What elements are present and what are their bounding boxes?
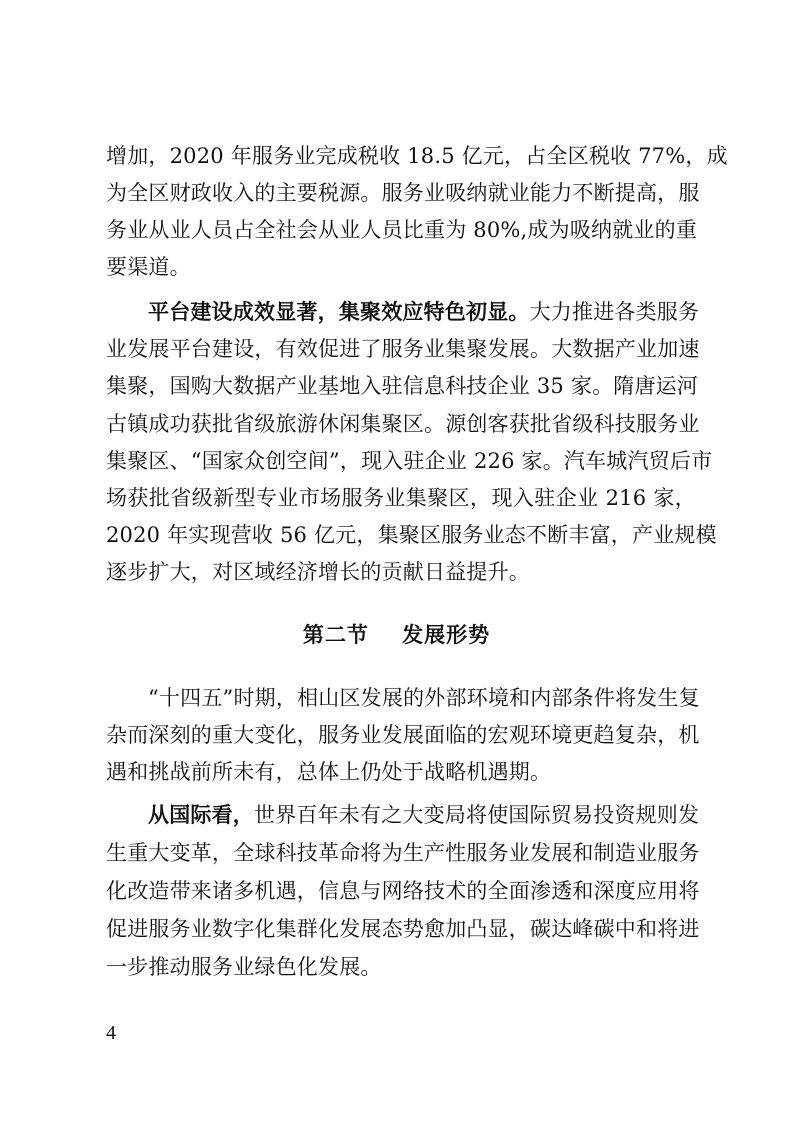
- paragraph-1-line-3: 务业从业人员占全社会从业人员比重为 80%,成为吸纳就业的重: [106, 218, 698, 242]
- paragraph-3-line-3: 遇和挑战前所未有，总体上仍处于战略机遇期。: [106, 760, 552, 784]
- paragraph-3-line-2: 杂而深刻的重大变化，服务业发展面临的宏观环境更趋复杂，机: [106, 723, 700, 747]
- paragraph-4-line-1: [148, 800, 700, 830]
- paragraph-2-line-3: 集聚，国购大数据产业基地入驻信息科技企业 35 家。隋唐运河: [106, 374, 699, 398]
- paragraph-4-line-2: 生重大变革，全球科技革命将为生产性服务业发展和制造业服务: [106, 841, 700, 865]
- paragraph-2-line-4: 古镇成功获批省级旅游休闲集聚区。源创客获批省级科技服务业: [106, 412, 700, 436]
- paragraph-2-line-1: [148, 297, 700, 327]
- paragraph-1-line-2: 为全区财政收入的主要税源。服务业吸纳就业能力不断提高，服: [106, 181, 700, 205]
- paragraph-4-line-1-rest: 世界百年未有之大变局将使国际贸易投资规则发: [254, 803, 700, 827]
- paragraph-2-line-2: 业发展平台建设，有效促进了服务业集聚发展。大数据产业加速: [106, 337, 700, 361]
- paragraph-4-line-5: 一步推动服务业绿色化发展。: [106, 955, 382, 979]
- section-heading: 第二节 发展形势: [302, 623, 491, 647]
- page-number: 4: [106, 1022, 116, 1044]
- paragraph-2-line-1-rest: 大力推进各类服务: [529, 300, 700, 324]
- paragraph-1-line-4: 要渠道。: [106, 255, 191, 279]
- paragraph-2-line-6: 场获批省级新型专业市场服务业集聚区，现入驻企业 216 家，: [106, 486, 696, 510]
- paragraph-3-line-1: “十四五”时期，相山区发展的外部环境和内部条件将发生复: [148, 686, 700, 710]
- paragraph-1-line-1: 增加，2020 年服务业完成税收 18.5 亿元，占全区税收 77%，成: [106, 144, 728, 168]
- paragraph-2-lead: 平台建设成效显著，集聚效应特色初显。: [148, 299, 530, 324]
- paragraph-4-line-3: 化改造带来诸多机遇，信息与网络技术的全面渗透和深度应用将: [106, 879, 700, 903]
- paragraph-2-line-5: 集聚区、“国家众创空间”，现入驻企业 226 家。汽车城汽贸后市: [106, 449, 713, 473]
- paragraph-4-line-4: 促进服务业数字化集群化发展态势愈加凸显，碳达峰碳中和将进: [106, 917, 700, 941]
- paragraph-2-line-7: 2020 年实现营收 56 亿元，集聚区服务业态不断丰富，产业规模: [106, 523, 717, 547]
- paragraph-4-lead: 从国际看，: [148, 802, 254, 827]
- paragraph-2-line-8: 逐步扩大，对区域经济增长的贡献日益提升。: [106, 560, 530, 584]
